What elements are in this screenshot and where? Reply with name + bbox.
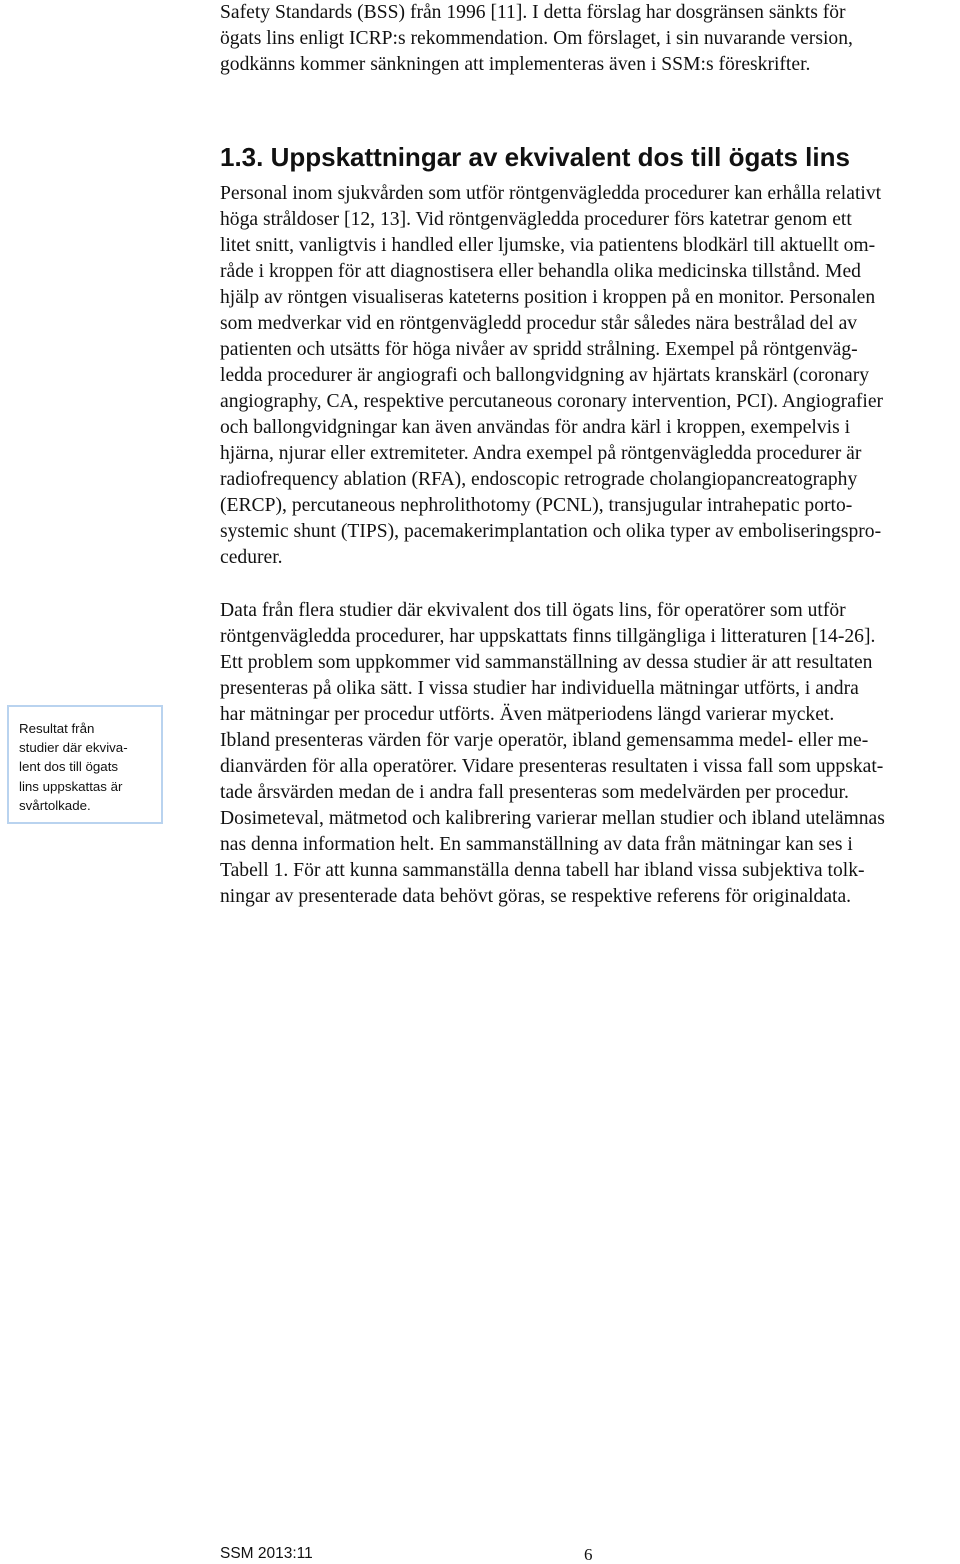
text-line: dianvärden för alla operatörer. Vidare presenteras resultaten i vissa fall som uppskat- xyxy=(220,756,884,777)
footer-publication: SSM 2013:11 xyxy=(220,1545,313,1562)
text-line: Dosimeteval, mätmetod och kalibrering varierar mellan studier och ibland utelämnas xyxy=(220,808,885,829)
text-line: Ett problem som uppkommer vid sammanställning av dessa studier är att resultaten xyxy=(220,652,873,673)
margin-note-line: svårtolkade. xyxy=(19,797,91,813)
margin-note-line: studier där ekviva- xyxy=(19,740,128,756)
text-line: radiofrequency ablation (RFA), endoscopic retrograde cholangiopancreatography xyxy=(220,469,858,490)
text-line: hjälp av röntgen visualiseras kateterns position i kroppen på en monitor. Personalen xyxy=(220,287,876,308)
section-heading: 1.3. Uppskattningar av ekvivalent dos till ögats lins xyxy=(220,142,850,172)
text-line: ningar av presenterade data behövt göras, se respektive referens för originaldata. xyxy=(220,886,852,907)
text-line: nas denna information helt. En sammanställning av data från mätningar kan ses i xyxy=(220,834,853,855)
text-line: hjärna, njurar eller extremiteter. Andra exempel på röntgenvägledda procedurer är xyxy=(220,443,862,464)
text-line: har mätningar per procedur utförts. Även mätperiodens längd varierar mycket. xyxy=(220,704,835,725)
text-line: tade årsvärden medan de i andra fall presenteras som medelvärden per procedur. xyxy=(220,782,849,803)
text-line: råde i kroppen för att diagnostisera eller behandla olika medicinska tillstånd. Med xyxy=(220,261,861,282)
text-line: ögats lins enligt ICRP:s rekommendation. Om förslaget, i sin nuvarande version, xyxy=(220,28,853,49)
text-line: systemic shunt (TIPS), pacemakerimplantation och olika typer av emboliseringspro- xyxy=(220,521,882,542)
text-line: (ERCP), percutaneous nephrolithotomy (PCNL), transjugular intrahepatic porto- xyxy=(220,495,853,516)
margin-note-line: lins uppskattas är xyxy=(19,778,123,794)
text-line: ledda procedurer är angiografi och ballongvidgning av hjärtats kranskärl (coronary xyxy=(220,365,870,386)
text-line: angiography, CA, respektive percutaneous coronary intervention, PCI). Angiografier xyxy=(220,391,884,412)
text-line: Personal inom sjukvården som utför röntgenvägledda procedurer kan erhålla relativt xyxy=(220,183,882,204)
text-line: Tabell 1. För att kunna sammanställa denna tabell har ibland vissa subjektiva tolk- xyxy=(220,860,865,881)
margin-note xyxy=(7,705,163,824)
text-line: höga stråldoser [12, 13]. Vid röntgenvägledda procedurer förs katetrar genom ett xyxy=(220,209,852,230)
text-line: godkänns kommer sänkningen att implementeras även i SSM:s föreskrifter. xyxy=(220,54,811,75)
text-line: litet snitt, vanligtvis i handled eller ljumske, via patientens blodkärl till aktuellt om- xyxy=(220,235,876,256)
text-line: patienten och utsätts för höga nivåer av spridd strålning. Exempel på röntgenväg- xyxy=(220,339,858,360)
text-line: Data från flera studier där ekvivalent dos till ögats lins, för operatörer som utför xyxy=(220,600,846,621)
margin-note-line: Resultat från xyxy=(19,721,95,736)
text-line: presenteras på olika sätt. I vissa studier har individuella mätningar utförts, i andra xyxy=(220,678,859,699)
text-line: som medverkar vid en röntgenvägledd procedur står således nära bestrålad del av xyxy=(220,313,858,334)
text-line: Safety Standards (BSS) från 1996 [11]. I detta förslag har dosgränsen sänkts för xyxy=(220,2,846,23)
page-number: 6 xyxy=(584,1545,593,1564)
margin-note-line: lent dos till ögats xyxy=(19,759,119,775)
text-line: cedurer. xyxy=(220,547,283,568)
text-line: röntgenvägledda procedurer, har uppskattats finns tillgängliga i litteraturen [14-26]. xyxy=(220,626,876,647)
text-line: Ibland presenteras värden för varje operatör, ibland gemensamma medel- eller me- xyxy=(220,730,869,751)
text-line: och ballongvidgningar kan även användas för andra kärl i kroppen, exempelvis i xyxy=(220,417,851,438)
